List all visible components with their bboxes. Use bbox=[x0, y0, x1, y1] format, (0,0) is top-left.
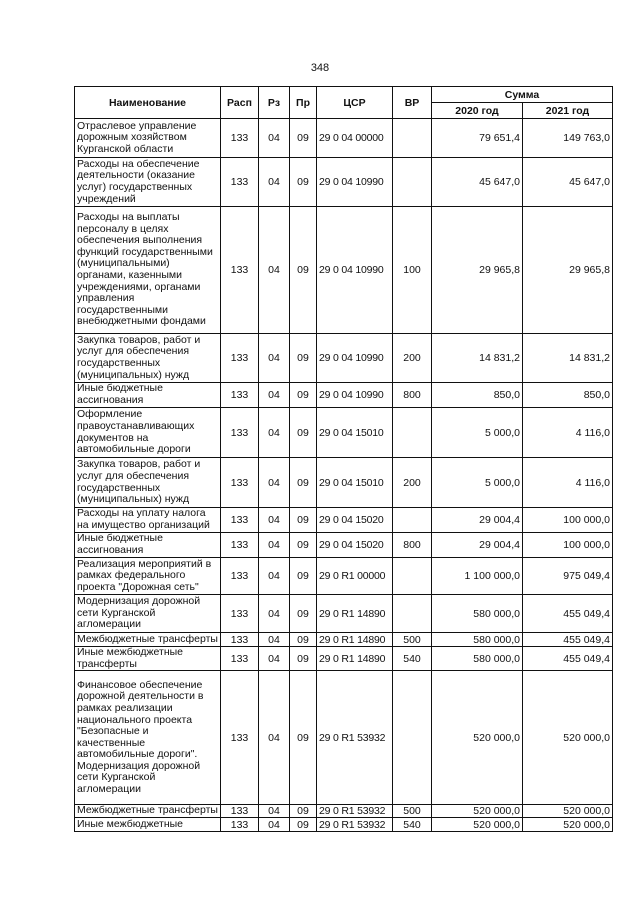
row-rz-cell: 04 bbox=[259, 818, 290, 832]
row-sum-2020-cell: 5 000,0 bbox=[432, 458, 523, 508]
row-sum-2021-cell: 100 000,0 bbox=[523, 533, 613, 558]
row-sum-2021-cell: 29 965,8 bbox=[523, 207, 613, 334]
table-row bbox=[75, 334, 613, 383]
row-sum-2021-cell: 520 000,0 bbox=[523, 805, 613, 818]
table-row bbox=[75, 383, 613, 408]
table-row bbox=[75, 805, 613, 818]
row-csr-cell: 29 0 04 10990 bbox=[317, 334, 393, 383]
row-rasp-cell: 133 bbox=[221, 508, 259, 533]
row-pr-cell: 09 bbox=[290, 119, 317, 158]
row-name-cell: Иные бюджетные ассигнования bbox=[75, 533, 221, 558]
row-rasp-cell: 133 bbox=[221, 671, 259, 805]
header-pr: Пр bbox=[290, 87, 317, 119]
row-sum-2021-cell: 4 116,0 bbox=[523, 458, 613, 508]
row-rz-cell: 04 bbox=[259, 805, 290, 818]
header-year-2021: 2021 год bbox=[523, 103, 613, 119]
row-rasp-cell: 133 bbox=[221, 458, 259, 508]
row-name-cell: Расходы на уплату налога на имущество организаций bbox=[75, 508, 221, 533]
row-rasp-cell: 133 bbox=[221, 334, 259, 383]
row-sum-2020-cell: 520 000,0 bbox=[432, 818, 523, 832]
row-csr-cell: 29 0 R1 14890 bbox=[317, 647, 393, 671]
row-pr-cell: 09 bbox=[290, 595, 317, 633]
row-csr-cell: 29 0 04 15020 bbox=[317, 508, 393, 533]
row-rz-cell: 04 bbox=[259, 508, 290, 533]
row-csr-cell: 29 0 R1 53932 bbox=[317, 805, 393, 818]
row-sum-2020-cell: 29 965,8 bbox=[432, 207, 523, 334]
row-name-cell: Иные бюджетные ассигнования bbox=[75, 383, 221, 408]
table-row bbox=[75, 207, 613, 334]
row-rz-cell: 04 bbox=[259, 558, 290, 595]
row-vr-cell: 500 bbox=[393, 805, 432, 818]
row-vr-cell: 540 bbox=[393, 818, 432, 832]
row-pr-cell: 09 bbox=[290, 508, 317, 533]
row-rasp-cell: 133 bbox=[221, 408, 259, 458]
row-vr-cell: 540 bbox=[393, 647, 432, 671]
header-name: Наименование bbox=[75, 87, 221, 119]
row-pr-cell: 09 bbox=[290, 158, 317, 207]
table-row bbox=[75, 558, 613, 595]
row-sum-2020-cell: 580 000,0 bbox=[432, 595, 523, 633]
row-vr-cell bbox=[393, 158, 432, 207]
row-sum-2021-cell: 975 049,4 bbox=[523, 558, 613, 595]
row-pr-cell: 09 bbox=[290, 533, 317, 558]
row-vr-cell: 800 bbox=[393, 383, 432, 408]
row-sum-2021-cell: 850,0 bbox=[523, 383, 613, 408]
row-rasp-cell: 133 bbox=[221, 595, 259, 633]
row-vr-cell bbox=[393, 558, 432, 595]
row-csr-cell: 29 0 R1 53932 bbox=[317, 818, 393, 832]
row-csr-cell: 29 0 R1 14890 bbox=[317, 633, 393, 647]
budget-table bbox=[74, 86, 613, 832]
row-sum-2020-cell: 520 000,0 bbox=[432, 805, 523, 818]
row-name-cell: Расходы на выплаты персоналу в целях обеспечения выполнения функций государственными (муниципальными) органами, казенными учреждениями, органами управления государственными внебюджетными фондами bbox=[75, 207, 221, 334]
row-name-cell: Финансовое обеспечение дорожной деятельности в рамках реализации национального проекта "Безопасные и качественные автомобильные дороги". Модернизация дорожной сети Курганской агломерации bbox=[75, 671, 221, 805]
row-rasp-cell: 133 bbox=[221, 158, 259, 207]
row-rasp-cell: 133 bbox=[221, 207, 259, 334]
row-rasp-cell: 133 bbox=[221, 805, 259, 818]
header-vr: ВР bbox=[393, 87, 432, 119]
row-sum-2020-cell: 45 647,0 bbox=[432, 158, 523, 207]
row-rz-cell: 04 bbox=[259, 408, 290, 458]
row-sum-2021-cell: 45 647,0 bbox=[523, 158, 613, 207]
table-row bbox=[75, 818, 613, 832]
row-pr-cell: 09 bbox=[290, 408, 317, 458]
row-vr-cell bbox=[393, 119, 432, 158]
row-csr-cell: 29 0 04 00000 bbox=[317, 119, 393, 158]
row-name-cell: Реализация мероприятий в рамках федерального проекта "Дорожная сеть" bbox=[75, 558, 221, 595]
row-pr-cell: 09 bbox=[290, 383, 317, 408]
row-vr-cell bbox=[393, 408, 432, 458]
row-sum-2021-cell: 520 000,0 bbox=[523, 818, 613, 832]
row-pr-cell: 09 bbox=[290, 558, 317, 595]
row-sum-2020-cell: 29 004,4 bbox=[432, 508, 523, 533]
row-csr-cell: 29 0 04 10990 bbox=[317, 383, 393, 408]
row-sum-2020-cell: 1 100 000,0 bbox=[432, 558, 523, 595]
row-name-cell: Межбюджетные трансферты bbox=[75, 805, 221, 818]
table-row bbox=[75, 119, 613, 158]
row-vr-cell bbox=[393, 508, 432, 533]
row-sum-2020-cell: 850,0 bbox=[432, 383, 523, 408]
row-name-cell: Расходы на обеспечение деятельности (оказание услуг) государственных учреждений bbox=[75, 158, 221, 207]
row-csr-cell: 29 0 04 10990 bbox=[317, 207, 393, 334]
row-csr-cell: 29 0 R1 53932 bbox=[317, 671, 393, 805]
row-rasp-cell: 133 bbox=[221, 383, 259, 408]
table-row bbox=[75, 458, 613, 508]
row-sum-2020-cell: 520 000,0 bbox=[432, 671, 523, 805]
table-row bbox=[75, 158, 613, 207]
row-rz-cell: 04 bbox=[259, 671, 290, 805]
row-name-cell: Иные межбюджетные bbox=[75, 818, 221, 832]
row-pr-cell: 09 bbox=[290, 818, 317, 832]
row-rz-cell: 04 bbox=[259, 595, 290, 633]
row-sum-2020-cell: 14 831,2 bbox=[432, 334, 523, 383]
row-sum-2021-cell: 455 049,4 bbox=[523, 595, 613, 633]
row-name-cell: Отраслевое управление дорожным хозяйством Курганской области bbox=[75, 119, 221, 158]
row-sum-2020-cell: 79 651,4 bbox=[432, 119, 523, 158]
row-rasp-cell: 133 bbox=[221, 633, 259, 647]
row-sum-2021-cell: 520 000,0 bbox=[523, 671, 613, 805]
row-rz-cell: 04 bbox=[259, 158, 290, 207]
row-pr-cell: 09 bbox=[290, 207, 317, 334]
row-rz-cell: 04 bbox=[259, 207, 290, 334]
row-sum-2021-cell: 149 763,0 bbox=[523, 119, 613, 158]
row-rasp-cell: 133 bbox=[221, 533, 259, 558]
row-rasp-cell: 133 bbox=[221, 119, 259, 158]
row-name-cell: Закупка товаров, работ и услуг для обеспечения государственных (муниципальных) нужд bbox=[75, 458, 221, 508]
header-year-2020: 2020 год bbox=[432, 103, 523, 119]
row-rasp-cell: 133 bbox=[221, 647, 259, 671]
row-csr-cell: 29 0 04 10990 bbox=[317, 158, 393, 207]
table-row bbox=[75, 533, 613, 558]
row-pr-cell: 09 bbox=[290, 334, 317, 383]
row-rz-cell: 04 bbox=[259, 334, 290, 383]
row-name-cell: Оформление правоустанавливающих документов на автомобильные дороги bbox=[75, 408, 221, 458]
row-pr-cell: 09 bbox=[290, 633, 317, 647]
header-rz: Рз bbox=[259, 87, 290, 119]
budget-table-body bbox=[75, 119, 613, 832]
row-name-cell: Иные межбюджетные трансферты bbox=[75, 647, 221, 671]
row-csr-cell: 29 0 R1 00000 bbox=[317, 558, 393, 595]
row-sum-2021-cell: 455 049,4 bbox=[523, 633, 613, 647]
header-rasp: Расп bbox=[221, 87, 259, 119]
row-pr-cell: 09 bbox=[290, 458, 317, 508]
table-row bbox=[75, 408, 613, 458]
row-rz-cell: 04 bbox=[259, 119, 290, 158]
row-sum-2020-cell: 5 000,0 bbox=[432, 408, 523, 458]
row-sum-2021-cell: 455 049,4 bbox=[523, 647, 613, 671]
row-vr-cell: 100 bbox=[393, 207, 432, 334]
row-vr-cell: 200 bbox=[393, 458, 432, 508]
row-rz-cell: 04 bbox=[259, 647, 290, 671]
row-rz-cell: 04 bbox=[259, 533, 290, 558]
row-rasp-cell: 133 bbox=[221, 818, 259, 832]
table-row bbox=[75, 633, 613, 647]
header-sum: Сумма bbox=[432, 87, 613, 103]
row-csr-cell: 29 0 04 15010 bbox=[317, 408, 393, 458]
row-sum-2020-cell: 29 004,4 bbox=[432, 533, 523, 558]
page-number: 348 bbox=[310, 62, 330, 74]
table-row bbox=[75, 508, 613, 533]
table-row bbox=[75, 671, 613, 805]
row-rz-cell: 04 bbox=[259, 383, 290, 408]
row-csr-cell: 29 0 R1 14890 bbox=[317, 595, 393, 633]
row-sum-2021-cell: 14 831,2 bbox=[523, 334, 613, 383]
row-sum-2020-cell: 580 000,0 bbox=[432, 647, 523, 671]
row-name-cell: Закупка товаров, работ и услуг для обеспечения государственных (муниципальных) нужд bbox=[75, 334, 221, 383]
row-pr-cell: 09 bbox=[290, 647, 317, 671]
table-row bbox=[75, 595, 613, 633]
row-vr-cell: 200 bbox=[393, 334, 432, 383]
row-sum-2021-cell: 100 000,0 bbox=[523, 508, 613, 533]
row-vr-cell: 500 bbox=[393, 633, 432, 647]
row-rasp-cell: 133 bbox=[221, 558, 259, 595]
row-name-cell: Межбюджетные трансферты bbox=[75, 633, 221, 647]
row-csr-cell: 29 0 04 15020 bbox=[317, 533, 393, 558]
row-vr-cell: 800 bbox=[393, 533, 432, 558]
table-row bbox=[75, 647, 613, 671]
row-rz-cell: 04 bbox=[259, 633, 290, 647]
row-sum-2021-cell: 4 116,0 bbox=[523, 408, 613, 458]
row-sum-2020-cell: 580 000,0 bbox=[432, 633, 523, 647]
row-rz-cell: 04 bbox=[259, 458, 290, 508]
row-vr-cell bbox=[393, 595, 432, 633]
row-name-cell: Модернизация дорожной сети Курганской агломерации bbox=[75, 595, 221, 633]
row-csr-cell: 29 0 04 15010 bbox=[317, 458, 393, 508]
row-vr-cell bbox=[393, 671, 432, 805]
header-csr: ЦСР bbox=[317, 87, 393, 119]
row-pr-cell: 09 bbox=[290, 805, 317, 818]
row-pr-cell: 09 bbox=[290, 671, 317, 805]
